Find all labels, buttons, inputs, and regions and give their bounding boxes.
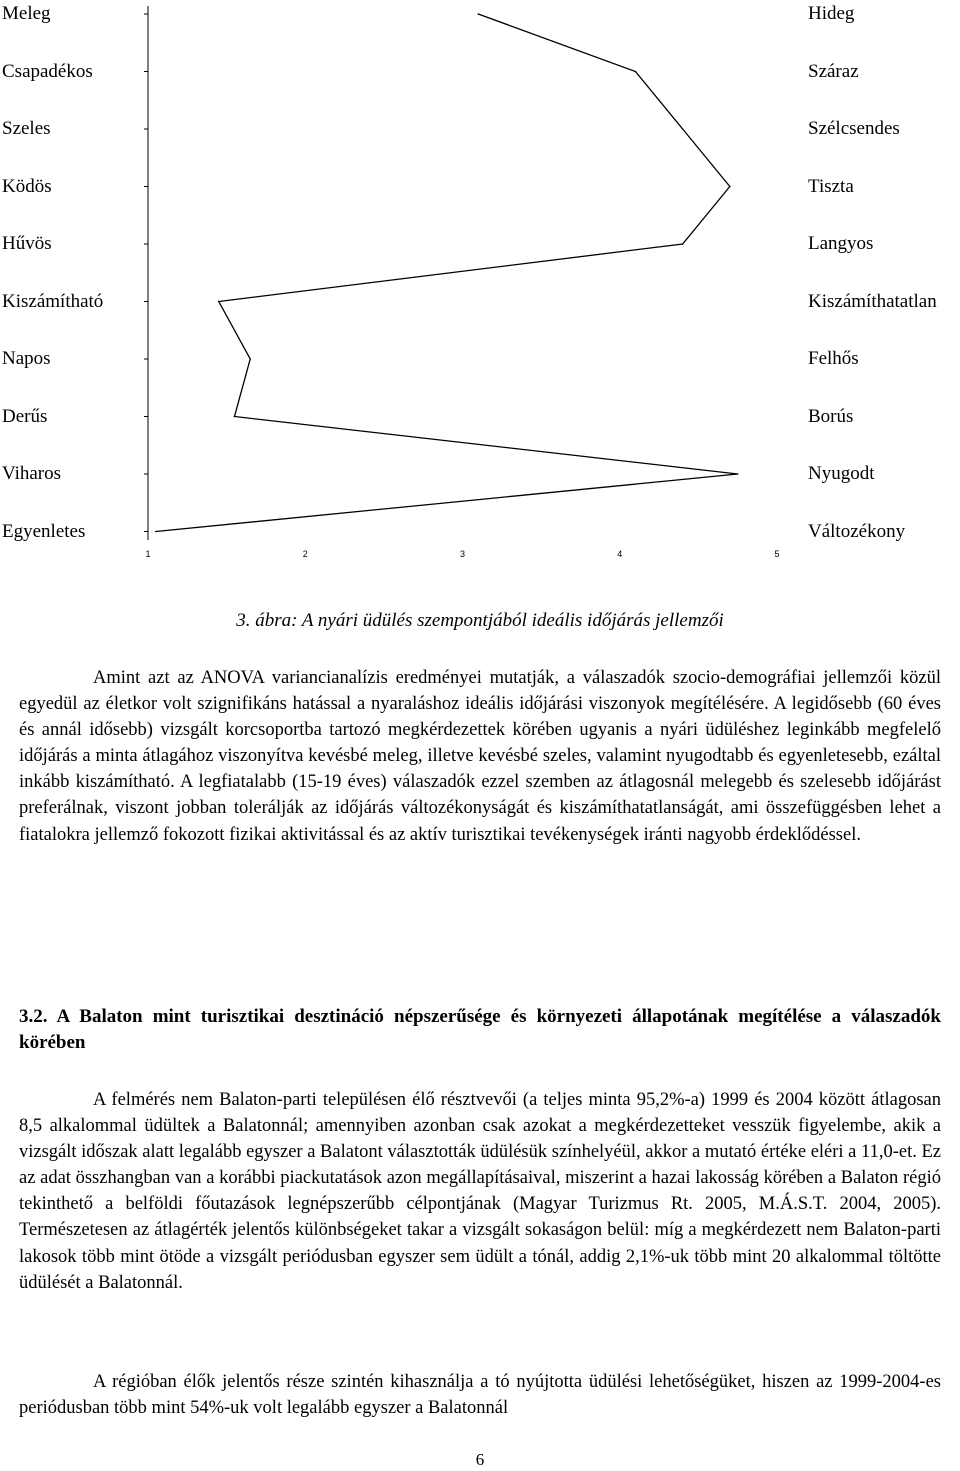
right-label: Borús [808, 405, 854, 427]
left-label: Ködös [2, 175, 52, 197]
right-label: Nyugodt [808, 463, 875, 484]
x-tick-label: 4 [617, 549, 623, 559]
right-label: Hideg [808, 3, 855, 24]
right-label: Tiszta [808, 175, 854, 197]
profile-point [729, 186, 731, 188]
left-label: Meleg [2, 3, 51, 24]
left-label: Csapadékos [2, 60, 93, 82]
profile-point [249, 358, 251, 360]
right-label: Felhős [808, 348, 859, 369]
left-label: Derűs [2, 405, 48, 427]
x-tick-label: 2 [302, 549, 308, 559]
right-label: Változékony [808, 520, 906, 542]
weather-profile-chart [0, 0, 960, 600]
paragraph-region: A régióban élők jelentős része szintén kihasználja a tó nyújtotta üdülési lehetőségüket, hiszen az 1999-2004-es periódusban több mint 54%-uk volt legalább egyszer a Balatonnál [19, 1372, 941, 1419]
left-label: Kiszámítható [2, 290, 104, 312]
x-tick-label: 1 [145, 549, 151, 559]
paragraph-balaton: A felmérés nem Balaton-parti településen élő résztvevői (a teljes minta 95,2%-a) 1999 és 2004 között átlagosan 8,5 alkalommal üdültek a Balatonnál; amennyiben azonban csak azokat a megkérdezetteket vesszük figyelembe, akik a vizsgált időszak alatt legalább egyszer a Balatont választották üdülésük színhelyéül, akkor a mutató értéke eléri a 11,0-et. Ez az adat összhangban van a korábbi piackutatások azon megállapításaival, miszerint a hazai lakosság körében a Balaton régió tekinthető a belföldi főutazások legnépszerűbb célpontjának (Magyar Turizmus Rt. 2005, M.Á.S.T. 2004, 2005). Természetesen az átlagérték jelentős különbségeket takar a vizsgált sokaságon belül: míg a megkérdezett nem Balaton-parti lakosok több mint ötöde a vizsgált periódusban egyszer sem üdült a tónál, addig 2,1%-uk több mint 20 alkalommal töltötte üdülését a Balatonnál. [19, 1090, 941, 1293]
right-label: Kiszámíthatatlan [808, 290, 937, 312]
x-tick-label: 3 [459, 549, 466, 559]
profile-point [155, 531, 157, 533]
figure-caption: 3. ábra: A nyári üdülés szempontjából ideális időjárás jellemzői [236, 610, 724, 631]
right-label: Szélcsendes [808, 118, 900, 139]
left-label: Szeles [2, 118, 51, 139]
profile-point [218, 301, 220, 303]
section-heading: 3.2. A Balaton mint turisztikai desztináció népszerűsége és környezeti állapotának megítélése a válaszadók körében [19, 1006, 941, 1053]
left-label: Egyenletes [2, 520, 86, 542]
right-label: Langyos [808, 233, 874, 254]
profile-series-line [156, 14, 738, 532]
right-label: Száraz [808, 60, 859, 82]
left-label: Napos [2, 348, 51, 369]
profile-point [682, 243, 684, 245]
profile-point [234, 416, 236, 418]
profile-point [737, 473, 739, 475]
paragraph-anova: Amint azt az ANOVA variancianalízis eredményei mutatják, a válaszadók szocio-demográfiai jellemzői közül egyedül az életkor volt szignifikáns hatással a nyaraláshoz ideális időjárási viszonyok megítélésére. A legidősebb (60 éves és annál idősebb) vizsgált korcsoportba tartozó megkérdezettek körében ugyanis a nyári üdüléshez leginkább megfelelő időjárás a minta átlagához viszonyítva kevésbé meleg, illetve kevésbé szeles, valamint nyugodtabb és egyenletesebb, ezáltal inkább kiszámítható. A legfiatalabb (15-19 éves) válaszadók ezzel szemben az átlagosnál melegebb és szelesebb időjárást preferálnak, viszont jobban tolerálják az időjárás változékonyságát és kiszámíthatatlanságát, ami összefüggésben lehet a fiatalokra jellemző fokozott fizikai aktivitással és az aktív turisztikai tevékenységek iránti nagyobb érdeklődéssel. [19, 668, 941, 845]
x-tick-label: 5 [774, 549, 780, 559]
profile-point [635, 71, 637, 73]
profile-point [477, 13, 479, 15]
left-label: Hűvös [2, 233, 52, 254]
left-label: Viharos [2, 463, 62, 484]
page-number: 6 [475, 1450, 485, 1469]
profile-point [682, 128, 684, 130]
